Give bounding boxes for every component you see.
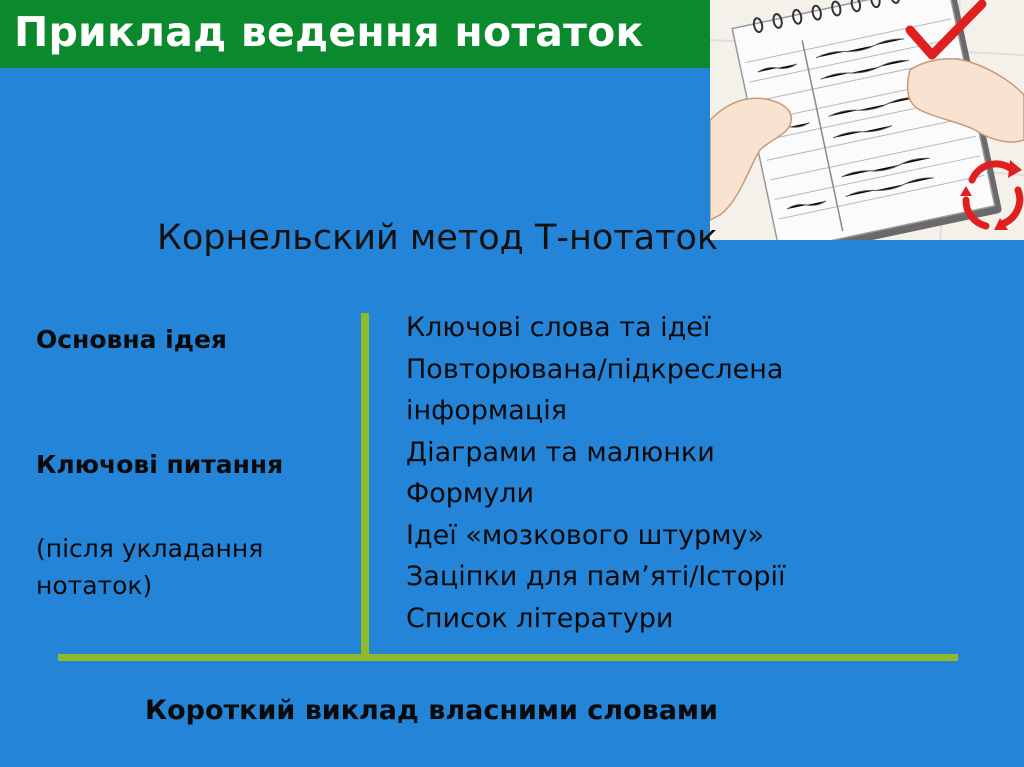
list-item: Формули [406, 478, 535, 509]
slide-title: Приклад ведення нотаток [14, 8, 644, 56]
vertical-divider [361, 313, 369, 658]
list-item: Ключові слова та ідеї [406, 312, 711, 343]
notebook-illustration [710, 0, 1024, 240]
list-item: Повторювана/підкреслена [406, 353, 784, 385]
summary-label: Короткий виклад власними словами [145, 695, 718, 726]
horizontal-divider [58, 654, 958, 661]
list-item: Зацiпки для пам’яті/Історії [406, 561, 786, 592]
notes-column-list [406, 307, 786, 639]
key-questions-label: Ключові питання [36, 450, 284, 479]
list-item: Ідеї «мозкового штурму» [406, 519, 765, 551]
list-item: Діаграми та малюнки [406, 436, 715, 468]
after-notes-remark [36, 530, 263, 604]
list-item: Список літератури [406, 602, 674, 634]
list-item: інформація [406, 395, 567, 426]
method-subtitle: Корнельский метод Т-нотаток [157, 218, 719, 258]
after-notes-line-1: (після укладання [36, 534, 264, 563]
after-notes-line-2: нотаток) [36, 571, 153, 600]
main-idea-label: Основна ідея [36, 325, 227, 354]
